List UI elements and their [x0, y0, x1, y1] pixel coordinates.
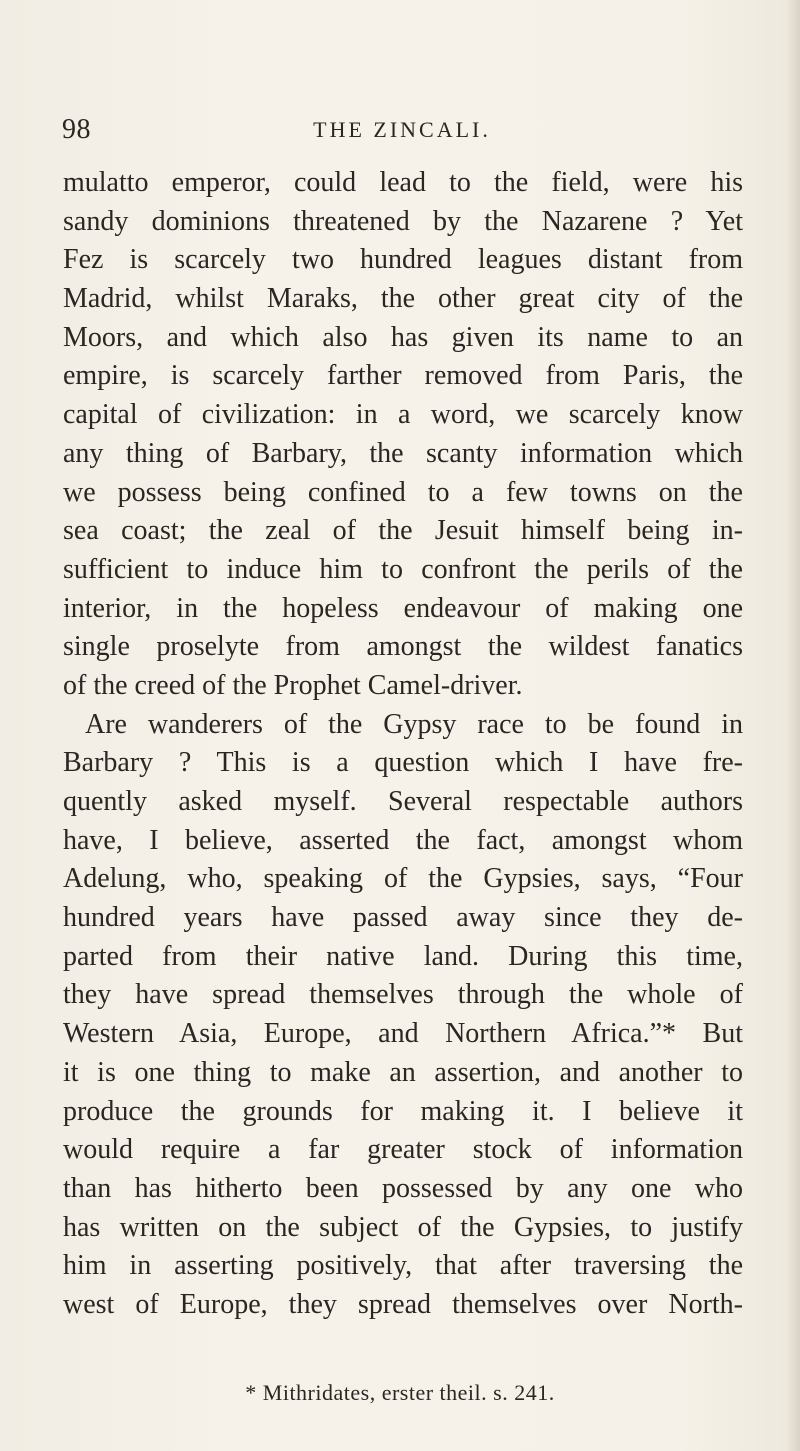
- text-line: would require a far greater stock of information: [63, 1134, 743, 1166]
- text-line: sufficient to induce him to confront the perils of the: [63, 553, 743, 585]
- text-line: sea coast; the zeal of the Jesuit himself being in-: [63, 515, 743, 547]
- text-line: Adelung, who, speaking of the Gypsies, says, “Four: [63, 863, 743, 895]
- text-line: Moors, and which also has given its name to an: [63, 321, 743, 353]
- page-edge-shadow: [786, 0, 800, 1451]
- page-header: [62, 114, 742, 148]
- text-line: it is one thing to make an assertion, and another to: [63, 1056, 743, 1088]
- text-line: parted from their native land. During this time,: [63, 940, 743, 972]
- text-line: have, I believe, asserted the fact, amongst whom: [63, 824, 743, 856]
- text-line: empire, is scarcely farther removed from Paris, the: [63, 360, 743, 392]
- text-line: any thing of Barbary, the scanty information which: [63, 437, 743, 469]
- text-line: single proselyte from amongst the wildest fanatics: [63, 631, 743, 663]
- text-line: sandy dominions threatened by the Nazarene ? Yet: [63, 205, 743, 237]
- text-line: interior, in the hopeless endeavour of making one: [63, 592, 743, 624]
- text-line: west of Europe, they spread themselves over North-: [63, 1288, 743, 1320]
- running-title: THE ZINCALI.: [313, 117, 491, 142]
- footnote: * Mithridates, erster theil. s. 241.: [245, 1380, 555, 1405]
- text-line: him in asserting positively, that after traversing the: [63, 1250, 743, 1282]
- text-line: capital of civilization: in a word, we scarcely know: [63, 399, 743, 431]
- text-line: Western Asia, Europe, and Northern Africa.”* But: [63, 1018, 743, 1050]
- page-number: 98: [62, 114, 91, 145]
- text-line: has written on the subject of the Gypsies, to justify: [63, 1211, 743, 1243]
- paragraph-end-line: of the creed of the Prophet Camel-driver.: [63, 669, 523, 701]
- text-line: Madrid, whilst Maraks, the other great city of the: [63, 283, 743, 315]
- text-line: Barbary ? This is a question which I have fre-: [63, 747, 743, 779]
- text-line: quently asked myself. Several respectable authors: [63, 786, 743, 817]
- text-line: hundred years have passed away since they de-: [63, 902, 743, 934]
- text-line: produce the grounds for making it. I believe it: [63, 1095, 743, 1127]
- body-text: [63, 164, 743, 1325]
- text-line: than has hitherto been possessed by any one who: [63, 1172, 743, 1204]
- text-line: mulatto emperor, could lead to the field, were his: [63, 167, 743, 198]
- text-line: Fez is scarcely two hundred leagues distant from: [63, 244, 743, 276]
- text-line: we possess being confined to a few towns on the: [63, 476, 743, 508]
- text-line: they have spread themselves through the whole of: [63, 979, 743, 1011]
- paragraph-start-line: Are wanderers of the Gypsy race to be found in: [85, 708, 743, 740]
